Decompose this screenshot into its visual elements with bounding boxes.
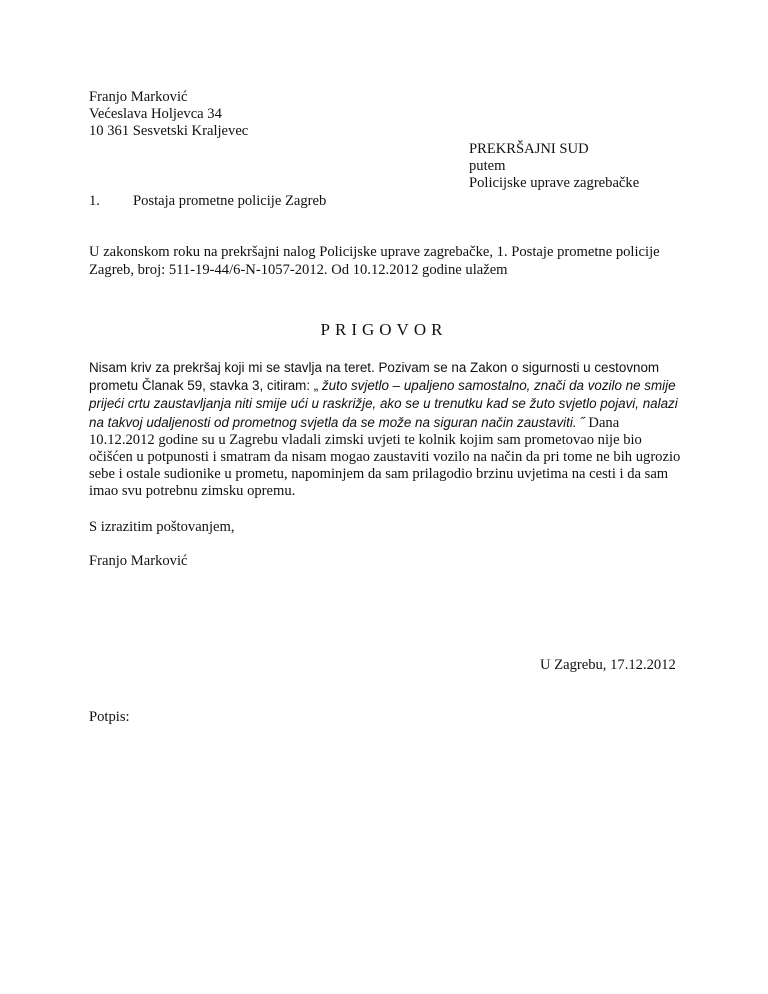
numbered-item-text: Postaja prometne policije Zagreb [133,193,327,209]
sender-address [89,89,248,140]
closing-phrase: S izrazitim poštovanjem, [89,519,235,535]
quote-open-mark: „ [313,378,322,394]
sender-city: 10 361 Sesvetski Kraljevec [89,123,249,139]
place-date: U Zagrebu, 17.12.2012 [540,657,676,673]
numbered-item [89,193,326,210]
body-lead: Nisam kriv za prekršaj koji mi se stavlja na teret. Pozivam se na Zakon o sigurnosti u cestovnom prometu Članak 59, stavka 3, citiram: [89,360,660,394]
numbered-item-number: 1. [89,193,100,209]
recipient-court: PREKRŠAJNI SUD [469,141,589,157]
body-paragraph [89,359,684,501]
body-rest: Dana 10.12.2012 godine su u Zagrebu vladali zimski uvjeti te kolnik kojim sam prometovao nije bio očišćen u potpunosti i smatram da nisam mogao zaustaviti vozilo na način da pri tome ne bih ugrozio sebe i ostale sudionike u prometu, napominjem da sam prilagodio brzinu uvjetima na cesti i da sam imao svu potrebnu zimsku opremu. [89,414,681,500]
recipient-authority: Policijske uprave zagrebačke [469,175,640,191]
recipient-address [469,141,639,192]
sender-street: Većeslava Holjevca 34 [89,106,222,122]
recipient-via: putem [469,158,506,174]
sender-name: Franjo Marković [89,89,188,105]
law-quote: žuto svjetlo – upaljeno samostalno, znači da vozilo ne smije prijeći crtu zaustavljanja niti smije ući u raskrižje, ako se u trenutku kad se žuto svjetlo pojavi, nalazi na takvoj udaljenosti od prometnog svjetla da se može na siguran način zaustaviti. ˝ [89,378,678,430]
document-title: PRIGOVOR [320,320,448,339]
signature-label: Potpis: [89,709,130,725]
intro-paragraph: U zakonskom roku na prekršajni nalog Policijske uprave zagrebačke, 1. Postaje prometne policije Zagreb, broj: 511-19-44/6-N-1057-2012. Od 10.12.2012 godine ulažem [89,244,660,278]
signature-name: Franjo Marković [89,553,188,569]
